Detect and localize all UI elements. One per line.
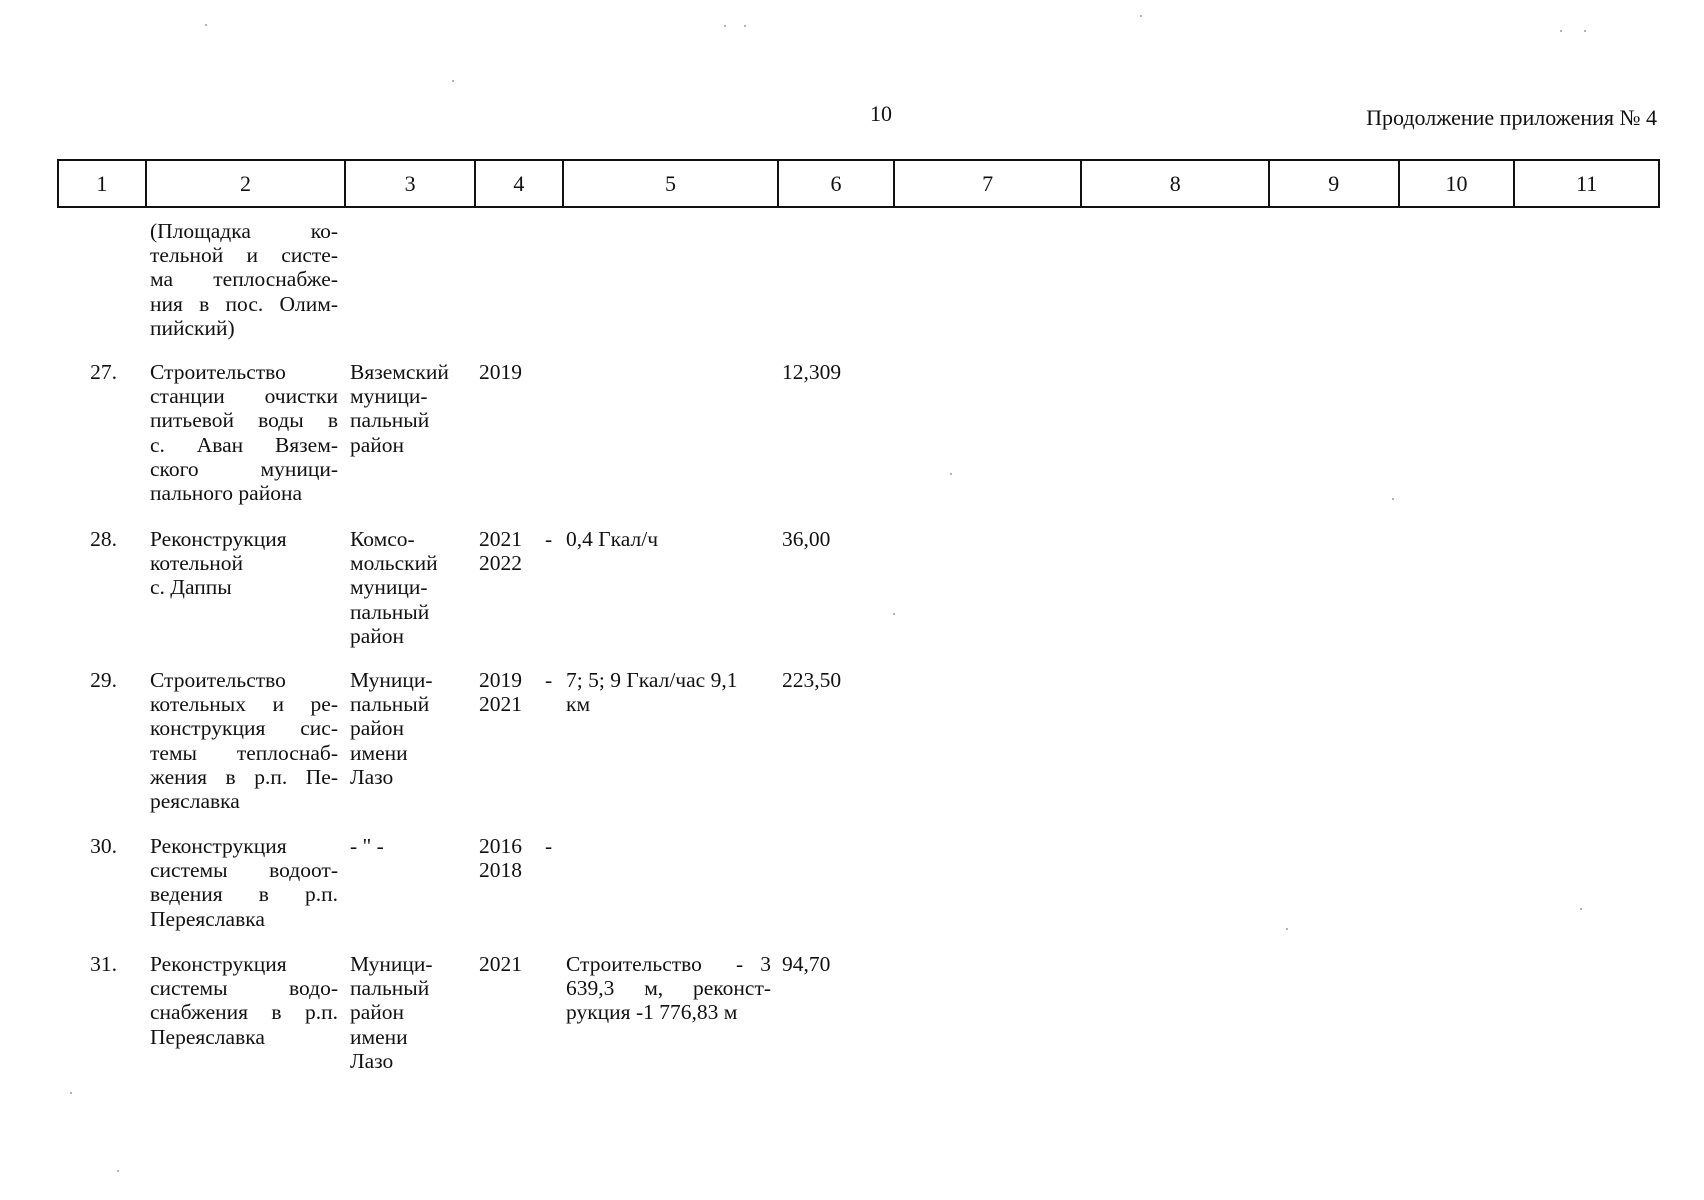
- row-number: 29.: [90, 668, 117, 692]
- municipal-district: [350, 952, 468, 1073]
- cell-line: темы теплоснаб-: [150, 740, 338, 765]
- cell-line: муници-: [350, 384, 428, 409]
- scan-speck: [1584, 30, 1586, 32]
- row-number: 30.: [90, 834, 117, 858]
- cell-line: питьевой воды в: [150, 408, 338, 433]
- cell-line: системы водоот-: [150, 858, 338, 883]
- header-col-1: 1: [96, 170, 108, 196]
- cell-line: 2019: [479, 360, 522, 384]
- object-name: [150, 952, 338, 1049]
- cell-line: Переяславка: [150, 906, 265, 931]
- cost-value: 12,309: [782, 360, 842, 384]
- cell-line: км: [566, 692, 591, 717]
- cell-line: ма теплоснабже-: [150, 267, 338, 292]
- header-col-2: 2: [145, 161, 345, 206]
- header-col-10: 10: [1398, 161, 1514, 206]
- cell-line: район: [350, 716, 405, 741]
- table-header: [57, 159, 1660, 208]
- cell-line: Строительство: [150, 360, 286, 384]
- municipal-district: [350, 360, 468, 457]
- cell-line: с. Аван Вязем-: [150, 432, 338, 457]
- cell-line: Лазо: [350, 764, 394, 789]
- cell-line: Реконструкция: [150, 834, 287, 858]
- cost-value: 94,70: [782, 952, 831, 976]
- cost-value: 36,00: [782, 527, 831, 551]
- scan-speck: [1140, 15, 1142, 17]
- cell-line: пальный: [350, 976, 430, 1001]
- cell-line: пийский): [150, 315, 235, 340]
- municipal-district: [350, 834, 468, 858]
- implementation-years: [479, 952, 539, 976]
- cell-line: 2022: [479, 551, 522, 576]
- cell-line: Лазо: [350, 1048, 394, 1073]
- municipal-district: [350, 527, 468, 648]
- scan-speck: [70, 1092, 72, 1094]
- scan-speck: [724, 25, 726, 27]
- cost-value: 223,50: [782, 668, 842, 692]
- cell-line: район: [350, 432, 405, 457]
- row-number: 28.: [90, 527, 117, 551]
- cell-line: Муници-: [350, 668, 433, 692]
- header-col-3: 3: [344, 161, 474, 206]
- cell-line: ведения в р.п.: [150, 882, 338, 907]
- municipal-district: [350, 668, 468, 789]
- cell-line: 639,3 м, реконст-: [566, 976, 771, 1001]
- cell-line: (Площадка ко-: [150, 219, 338, 243]
- cell-line: район: [350, 623, 405, 648]
- object-name: [150, 360, 338, 505]
- cell-line: пальный: [350, 408, 430, 433]
- cell-line: Переяславка: [150, 1024, 265, 1049]
- years-dash: -: [545, 668, 553, 692]
- continuation-note: Продолжение приложения № 4: [1366, 105, 1657, 130]
- header-col-8: 8: [1080, 161, 1268, 206]
- cell-line: 2021: [479, 692, 522, 717]
- cell-line: тельной и систе-: [150, 243, 338, 268]
- cell-line: с. Даппы: [150, 575, 232, 600]
- cell-line: пальный: [350, 692, 430, 717]
- cell-line: Реконструкция: [150, 527, 287, 551]
- cell-line: 0,4 Гкал/ч: [566, 527, 659, 551]
- header-col-5: 5: [562, 161, 777, 206]
- scan-speck: [1560, 30, 1562, 32]
- cell-line: станции очистки: [150, 384, 338, 409]
- cell-line: мольский: [350, 551, 438, 576]
- cell-line: жения в р.п. Пе-: [150, 764, 338, 789]
- cell-line: Строительство - 3: [566, 952, 771, 976]
- implementation-years: [479, 668, 539, 716]
- cell-line: Строительство: [150, 668, 286, 692]
- cell-line: Комсо-: [350, 527, 415, 551]
- cell-line: Муници-: [350, 952, 433, 976]
- scan-speck: [950, 473, 952, 475]
- capacity: [566, 668, 771, 716]
- scan-speck: [1580, 908, 1582, 910]
- object-name: [150, 527, 338, 600]
- cell-line: 2018: [479, 858, 522, 883]
- cell-line: котельных и ре-: [150, 692, 338, 717]
- cell-line: реяславка: [150, 788, 240, 813]
- cell-line: котельной: [150, 551, 244, 576]
- years-dash: -: [545, 834, 553, 858]
- row-number: 31.: [90, 952, 117, 976]
- years-dash: -: [545, 527, 553, 551]
- cell-line: имени: [350, 1024, 408, 1049]
- cell-line: муници-: [350, 575, 428, 600]
- header-col-6: 6: [777, 161, 893, 206]
- cell-line: конструкция сис-: [150, 716, 338, 741]
- scan-speck: [1286, 928, 1288, 930]
- header-col-7: 7: [893, 161, 1081, 206]
- page-number: 10: [870, 101, 892, 126]
- cell-line: 7; 5; 9 Гкал/час 9,1: [566, 668, 738, 692]
- scan-speck: [205, 24, 207, 26]
- scan-speck: [117, 1170, 119, 1172]
- capacity: [566, 952, 771, 1025]
- cell-line: пальный: [350, 599, 430, 624]
- scan-speck: [452, 80, 454, 82]
- implementation-years: [479, 360, 539, 384]
- row-number: 27.: [90, 360, 117, 384]
- scan-speck: [893, 613, 895, 615]
- cell-line: снабжения в р.п.: [150, 1000, 338, 1025]
- object-name: [150, 219, 338, 340]
- cell-line: 2019: [479, 668, 522, 692]
- scan-speck: [1392, 498, 1394, 500]
- object-name: [150, 834, 338, 931]
- cell-line: 2021: [479, 527, 522, 551]
- cell-line: Реконструкция: [150, 952, 287, 976]
- cell-line: имени: [350, 740, 408, 765]
- header-col-9: 9: [1268, 161, 1398, 206]
- cell-line: ского муници-: [150, 456, 338, 481]
- header-col-4: 4: [474, 161, 562, 206]
- cell-line: 2016: [479, 834, 522, 858]
- object-name: [150, 668, 338, 813]
- cell-line: пального района: [150, 480, 303, 505]
- capacity: [566, 527, 771, 551]
- implementation-years: [479, 834, 539, 882]
- cell-line: район: [350, 1000, 405, 1025]
- scan-speck: [744, 25, 746, 27]
- implementation-years: [479, 527, 539, 575]
- cell-line: ния в пос. Олим-: [150, 291, 338, 316]
- cell-line: Вяземский: [350, 360, 449, 384]
- cell-line: 2021: [479, 952, 522, 976]
- cell-line: системы водо-: [150, 976, 338, 1001]
- header-col-11: 11: [1513, 161, 1658, 206]
- cell-line: рукция -1 776,83 м: [566, 1000, 738, 1025]
- cell-line: - " -: [350, 834, 384, 858]
